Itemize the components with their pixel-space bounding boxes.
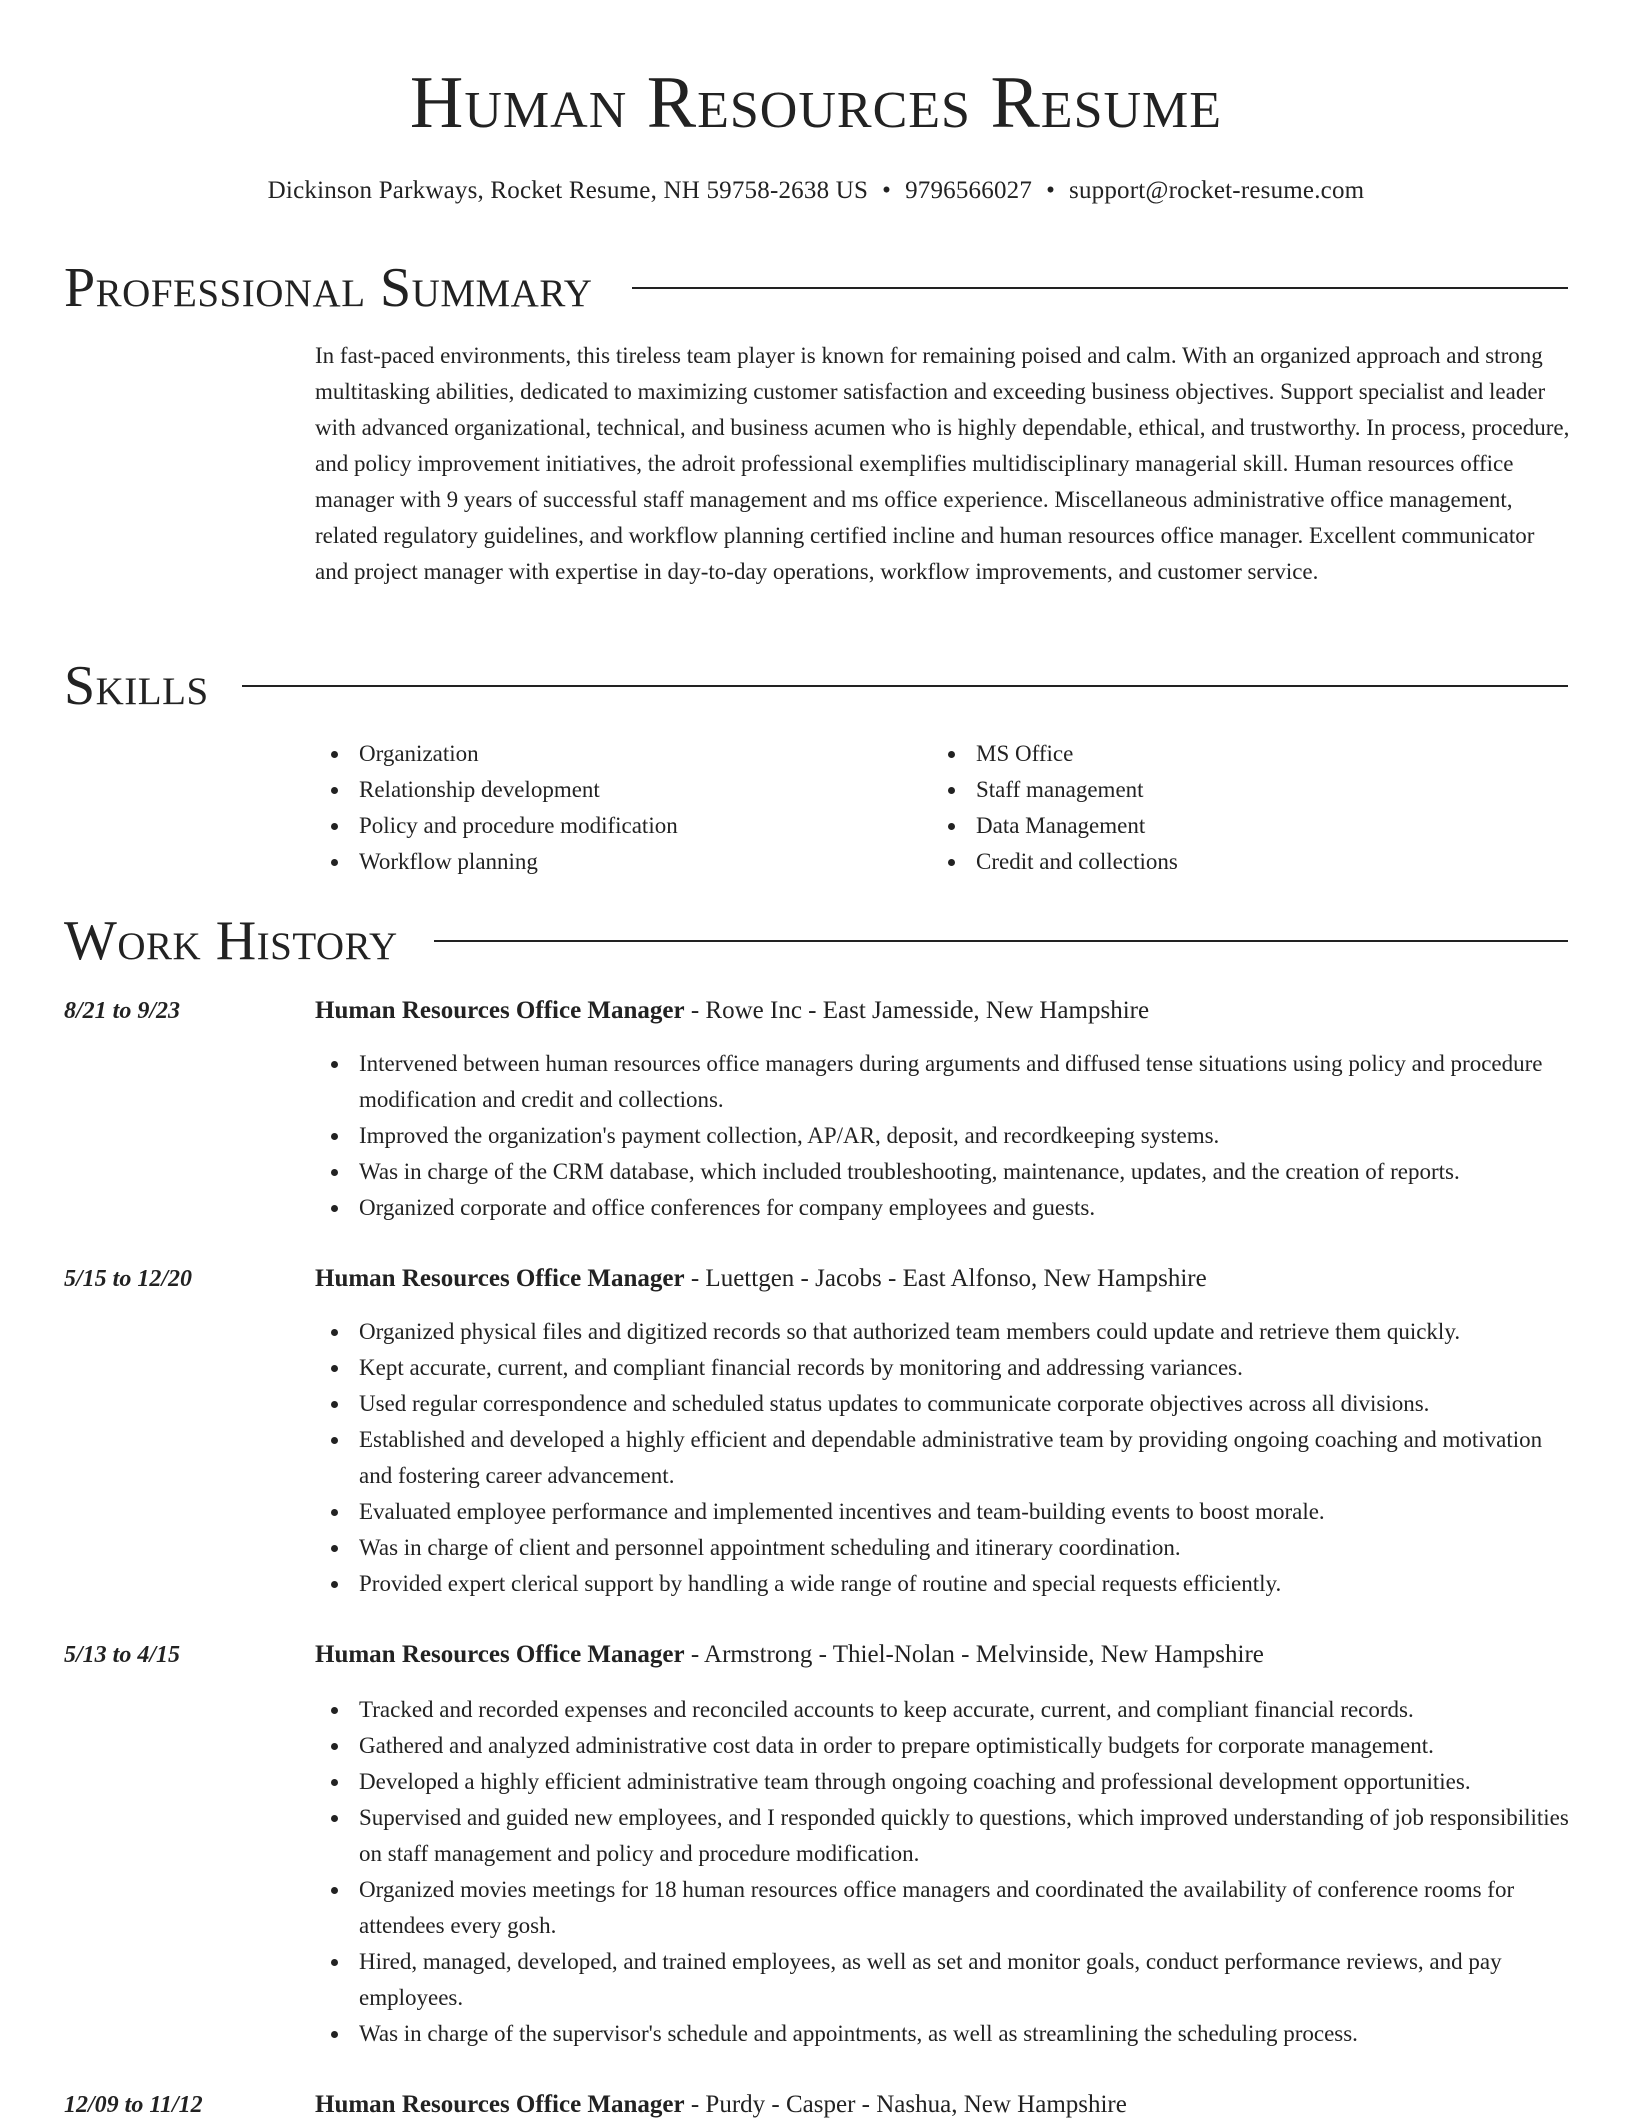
skill-item: Data Management — [932, 808, 1552, 844]
job-bullet: Supervised and guided new employees, and I responded quickly to questions, which improved understanding of job responsibilities on staff management and policy and procedure modification. — [315, 1800, 1575, 1872]
job-heading — [315, 1638, 1264, 1672]
job-dates: 8/21 to 9/23 — [64, 998, 181, 1024]
section-title-work-history: Work History — [64, 910, 398, 972]
job-bullet: Improved the organization's payment collection, AP/AR, deposit, and recordkeeping systems. — [315, 1118, 1575, 1154]
section-title-summary: Professional Summary — [64, 257, 593, 319]
resume-title: Human Resources Resume — [409, 62, 1223, 144]
skill-item: Relationship development — [315, 772, 915, 808]
job-dates: 5/15 to 12/20 — [64, 1266, 193, 1292]
job-bullet: Organized physical files and digitized records so that authorized team members could update and retrieve them quickly. — [315, 1314, 1575, 1350]
job-dates: 5/13 to 4/15 — [64, 1642, 181, 1668]
job-title: Human Resources Office Manager — [315, 2091, 685, 2118]
job-title: Human Resources Office Manager — [315, 1641, 685, 1668]
job-bullet: Was in charge of the supervisor's schedule and appointments, as well as streamlining the scheduling process. — [315, 2016, 1575, 2052]
job-bullet: Organized corporate and office conferences for company employees and guests. — [315, 1190, 1575, 1226]
skill-item: Organization — [315, 736, 915, 772]
section-divider — [632, 287, 1568, 289]
job-heading — [315, 1262, 1207, 1296]
job-bullet: Hired, managed, developed, and trained employees, as well as set and monitor goals, conduct performance reviews, and pay employees. — [315, 1944, 1575, 2016]
skill-item: Workflow planning — [315, 844, 915, 880]
skills-list-right — [932, 736, 1552, 880]
job-bullet: Evaluated employee performance and implemented incentives and team-building events to boost morale. — [315, 1494, 1575, 1530]
job-employer: - Purdy - Casper - Nashua, New Hampshire — [684, 2091, 1127, 2118]
phone: 9796566027 — [905, 177, 1033, 204]
job-employer: - Luettgen - Jacobs - East Alfonso, New Hampshire — [684, 1265, 1207, 1292]
email: support@rocket-resume.com — [1069, 177, 1365, 204]
job-bullet: Tracked and recorded expenses and reconciled accounts to keep accurate, current, and compliant financial records. — [315, 1692, 1575, 1728]
skills-list-left — [315, 736, 915, 880]
skill-item: Credit and collections — [932, 844, 1552, 880]
job-bullet: Kept accurate, current, and compliant financial records by monitoring and addressing variances. — [315, 1350, 1575, 1386]
job-heading — [315, 994, 1149, 1028]
skill-item: MS Office — [932, 736, 1552, 772]
job-bullet: Was in charge of the CRM database, which included troubleshooting, maintenance, updates, and the creation of reports. — [315, 1154, 1575, 1190]
skill-item: Staff management — [932, 772, 1552, 808]
job-bullet: Provided expert clerical support by handling a wide range of routine and special requests efficiently. — [315, 1566, 1575, 1602]
job-heading — [315, 2088, 1127, 2122]
job-bullet: Organized movies meetings for 18 human resources office managers and coordinated the availability of conference rooms for attendees every gosh. — [315, 1872, 1575, 1944]
section-title-skills: Skills — [64, 655, 209, 717]
section-divider — [434, 940, 1568, 942]
job-employer: - Armstrong - Thiel-Nolan - Melvinside, New Hampshire — [684, 1641, 1264, 1668]
job-bullet: Established and developed a highly efficient and dependable administrative team by providing ongoing coaching and motivation and fostering career advancement. — [315, 1422, 1575, 1494]
job-bullets — [315, 1314, 1575, 1602]
job-title: Human Resources Office Manager — [315, 997, 685, 1024]
job-title: Human Resources Office Manager — [315, 1265, 685, 1292]
contact-line — [0, 174, 1632, 208]
separator: • — [882, 177, 892, 204]
job-bullets — [315, 1046, 1575, 1226]
separator: • — [1046, 177, 1056, 204]
summary-text: In fast-paced environments, this tireless team player is known for remaining poised and calm. With an organized approach and strong multitasking abilities, dedicated to maximizing customer satisfaction and exceeding business objectives. Support specialist and leader with advanced organizational, technical, and business acumen who is highly dependable, ethical, and trustworthy. In process, procedure, and policy improvement initiatives, the adroit professional exemplifies multidisciplinary managerial skill. Human resources office manager with 9 years of successful staff management and ms office experience. Miscellaneous administrative office management, related regulatory guidelines, and workflow planning certified incline and human resources office manager. Excellent communicator and project manager with expertise in day-to-day operations, workflow improvements, and customer service. — [315, 343, 1570, 584]
job-bullet: Was in charge of client and personnel appointment scheduling and itinerary coordination. — [315, 1530, 1575, 1566]
job-employer: - Rowe Inc - East Jamesside, New Hampshire — [684, 997, 1150, 1024]
skill-item: Policy and procedure modification — [315, 808, 915, 844]
job-bullet: Gathered and analyzed administrative cost data in order to prepare optimistically budgets for corporate management. — [315, 1728, 1575, 1764]
job-dates: 12/09 to 11/12 — [64, 2092, 203, 2118]
section-divider — [242, 685, 1568, 687]
job-bullet: Used regular correspondence and scheduled status updates to communicate corporate objectives across all divisions. — [315, 1386, 1575, 1422]
job-bullets — [315, 1692, 1575, 2052]
address: Dickinson Parkways, Rocket Resume, NH 59758-2638 US — [267, 177, 869, 204]
job-bullet: Developed a highly efficient administrative team through ongoing coaching and professional development opportunities. — [315, 1764, 1575, 1800]
job-bullet: Intervened between human resources office managers during arguments and diffused tense situations using policy and procedure modification and credit and collections. — [315, 1046, 1575, 1118]
